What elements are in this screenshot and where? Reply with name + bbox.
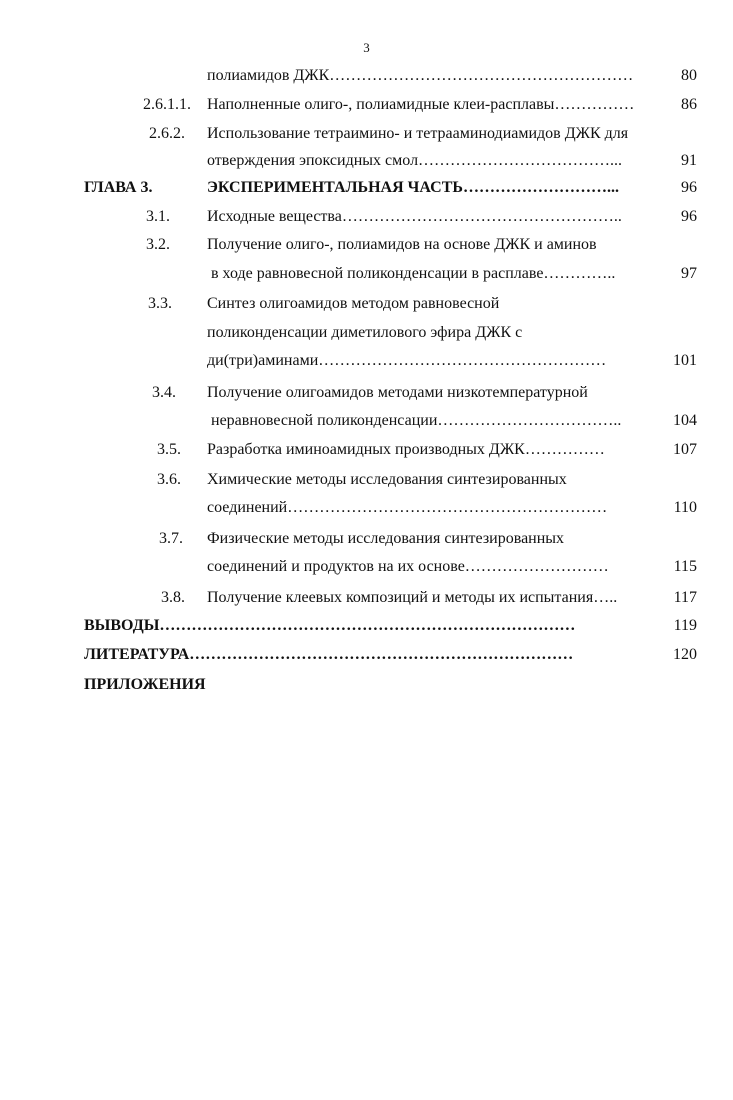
toc-entry-text: Исходные вещества……………………………………………..	[207, 208, 622, 225]
toc-entry-page: 91	[681, 152, 697, 169]
toc-entry-page: 107	[673, 441, 697, 458]
toc-entry-text: поликонденсации диметилового эфира ДЖК с	[207, 324, 523, 341]
toc-entry-number: 2.6.2.	[149, 125, 185, 142]
toc-entry-text: Использование тетраимино- и тетрааминодиамидов ДЖК для	[207, 125, 629, 142]
toc-section-references: ЛИТЕРАТУРА………………………………………………………………	[84, 646, 574, 663]
toc-entry-page: 119	[673, 617, 697, 634]
toc-entry-number: 3.4.	[152, 384, 176, 401]
toc-entry-text: соединений……………………………………………………	[207, 499, 608, 516]
toc-entry-page: 101	[673, 352, 697, 369]
toc-entry-page: 86	[681, 96, 697, 113]
toc-entry-number: 3.7.	[159, 530, 183, 547]
chapter-title: ЭКСПЕРИМЕНТАЛЬНАЯ ЧАСТЬ………………………...	[207, 179, 619, 196]
toc-entry-number: 3.5.	[157, 441, 181, 458]
toc-entry-number: 3.8.	[161, 589, 185, 606]
toc-entry-page: 96	[681, 208, 697, 225]
toc-entry-page: 96	[681, 179, 697, 196]
toc-entry-page: 97	[681, 265, 697, 282]
toc-entry-text: отверждения эпоксидных смол………………………………...	[207, 152, 623, 169]
toc-entry-text: Получение олиго-, полиамидов на основе ДЖК и аминов	[207, 236, 597, 253]
toc-entry-text: Физические методы исследования синтезированных	[207, 530, 565, 547]
toc-entry-number: 3.3.	[148, 295, 172, 312]
table-of-contents	[0, 62, 733, 1062]
toc-entry-number: 3.6.	[157, 471, 181, 488]
toc-entry-text: Получение олигоамидов методами низкотемпературной	[207, 384, 588, 401]
toc-entry-page: 117	[673, 589, 697, 606]
toc-entry-page: 104	[673, 412, 697, 429]
toc-entry-text: Химические методы исследования синтезированных	[207, 471, 567, 488]
toc-entry-number: 2.6.1.1.	[143, 96, 191, 113]
toc-entry-text: Разработка иминоамидных производных ДЖК……………	[207, 441, 605, 458]
toc-entry-text: в ходе равновесной поликонденсации в расплаве…………..	[211, 265, 616, 282]
toc-entry-text: соединений и продуктов на их основе………………………	[207, 558, 609, 575]
toc-entry-page: 110	[673, 499, 697, 516]
toc-section-appendices: ПРИЛОЖЕНИЯ	[84, 676, 206, 693]
toc-entry-text: Синтез олигоамидов методом равновесной	[207, 295, 500, 312]
page-number: 3	[363, 40, 370, 55]
chapter-number: ГЛАВА 3.	[84, 179, 153, 196]
toc-entry-text: полиамидов ДЖК…………………………………………………	[207, 67, 634, 84]
toc-entry-text: неравновесной поликонденсации……………………………..	[211, 412, 622, 429]
toc-entry-text: ди(три)аминами………………………………………………	[207, 352, 607, 369]
toc-entry-page: 80	[681, 67, 697, 84]
toc-entry-number: 3.2.	[146, 236, 170, 253]
toc-entry-text: Наполненные олиго-, полиамидные клеи-расплавы……………	[207, 96, 635, 113]
toc-section-conclusions: ВЫВОДЫ……………………………………………………………………	[84, 617, 576, 634]
toc-entry-page: 120	[673, 646, 697, 663]
toc-entry-page: 115	[673, 558, 697, 575]
toc-entry-text: Получение клеевых композиций и методы их испытания…..	[207, 589, 618, 606]
toc-entry-number: 3.1.	[146, 208, 170, 225]
